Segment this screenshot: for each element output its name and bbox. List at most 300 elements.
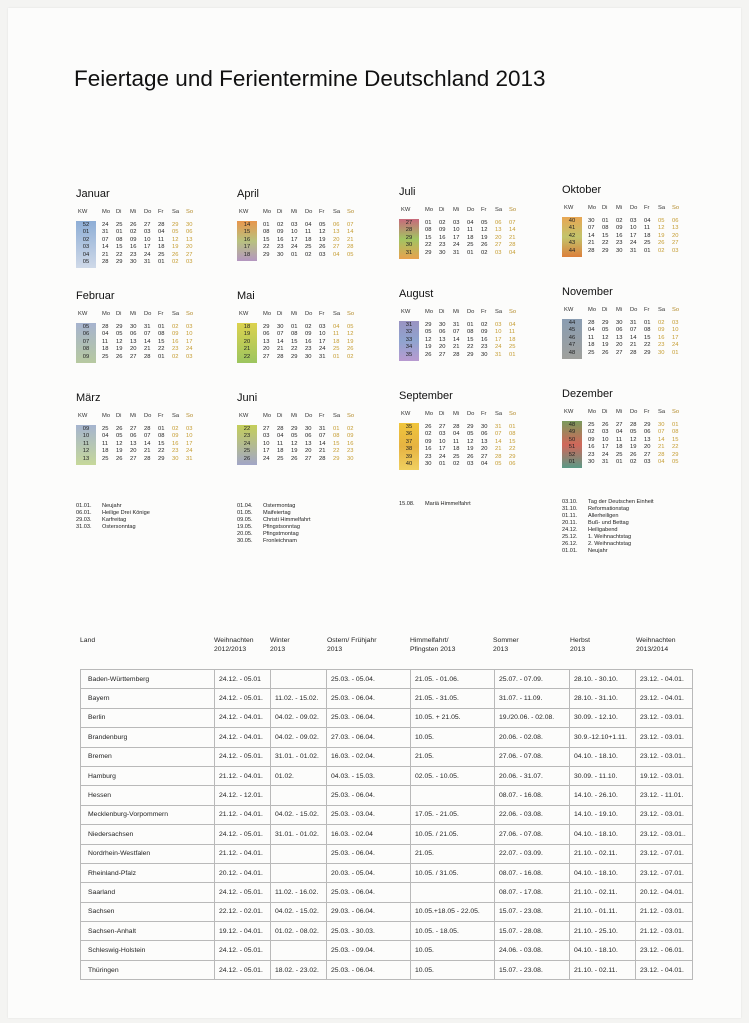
holiday-date: 01.04. <box>237 503 253 509</box>
land-cell: Bayern <box>81 689 215 708</box>
day-cell: 15 <box>158 440 165 447</box>
day-cell: 27 <box>495 242 502 249</box>
ferien-cell: 21.10. - 02.11. <box>570 883 636 902</box>
day-cell: 27 <box>130 426 137 432</box>
day-cell: 29 <box>467 351 474 358</box>
day-cell: 29 <box>644 349 651 356</box>
day-cell: 18 <box>588 342 595 349</box>
day-cell: 24 <box>439 453 446 460</box>
weekday-header <box>237 411 397 421</box>
weekday-header <box>76 207 236 217</box>
day-cell: 01 <box>333 426 340 432</box>
day-cell: 23 <box>616 240 623 247</box>
week-number-column <box>237 425 257 465</box>
holiday-date: 31.03. <box>76 524 92 530</box>
weekday-do: Do <box>305 311 313 317</box>
week-number: 15 <box>243 229 251 236</box>
weekday-so: So <box>509 309 517 315</box>
day-cell: 02 <box>616 218 623 224</box>
table-row <box>81 689 693 708</box>
day-cell: 30 <box>425 460 432 467</box>
day-cell: 01 <box>425 220 432 226</box>
weekday-sa: Sa <box>658 409 666 415</box>
day-cell: 12 <box>172 236 179 243</box>
day-cell: 01 <box>439 460 446 467</box>
day-cell: 19 <box>630 444 637 451</box>
day-cell: 01 <box>158 353 165 360</box>
day-cell: 02 <box>658 320 665 326</box>
day-cell: 28 <box>347 244 354 251</box>
week-number: 35 <box>405 351 413 358</box>
weekday-sa: Sa <box>333 209 341 215</box>
day-grid <box>263 323 361 363</box>
weekday-do: Do <box>305 413 313 419</box>
day-cell: 28 <box>144 455 151 462</box>
weekday-header <box>562 305 722 315</box>
ferien-cell: 23.12. - 03.01.. <box>636 747 693 766</box>
week-number: 40 <box>405 460 413 467</box>
holiday-name: Pfingstsonntag <box>263 524 301 530</box>
day-cell: 26 <box>172 251 179 258</box>
week-number: 04 <box>82 251 90 258</box>
day-cell: 26 <box>630 451 637 458</box>
day-cell: 05 <box>319 222 326 228</box>
day-cell: 03 <box>495 322 502 328</box>
day-cell: 10 <box>263 440 270 447</box>
day-cell: 05 <box>172 229 179 236</box>
month-januar <box>76 188 236 268</box>
weekday-mi: Mi <box>130 209 137 215</box>
day-cell: 19 <box>481 234 488 241</box>
day-cell: 12 <box>425 336 432 343</box>
day-cell: 25 <box>644 240 651 247</box>
month-april <box>237 188 397 261</box>
day-cell: 27 <box>644 451 651 458</box>
day-cell: 04 <box>305 222 312 228</box>
week-row <box>588 327 686 334</box>
holiday-name: Ostermontag <box>263 503 296 509</box>
day-cell: 06 <box>263 331 270 338</box>
day-cell: 12 <box>116 338 123 345</box>
holiday-name: Mariä Himmelfahrt <box>425 501 471 507</box>
day-cell: 04 <box>588 327 595 334</box>
day-cell: 08 <box>467 329 474 336</box>
day-cell: 25 <box>277 455 284 462</box>
day-cell: 30 <box>277 251 284 258</box>
ferien-cell: 23.12. - 06.01. <box>636 941 693 960</box>
week-row <box>588 452 686 459</box>
ferien-cell: 10.05. <box>411 941 495 960</box>
day-cell: 19 <box>602 342 609 349</box>
day-cell: 17 <box>672 334 679 341</box>
ferien-cell: 20.06. - 31.07. <box>495 766 570 785</box>
ferien-cell: 24.12. - 05.01 <box>215 670 271 689</box>
month-name: Oktober <box>562 184 602 196</box>
header-sommer: Sommer 2013 <box>493 637 519 653</box>
day-cell: 02 <box>305 324 312 330</box>
week-row <box>425 235 523 242</box>
week-row <box>102 244 200 251</box>
weekday-mi: Mi <box>130 413 137 419</box>
land-cell: Rheinland-Pfalz <box>81 863 215 882</box>
day-cell: 13 <box>130 440 137 447</box>
day-cell: 29 <box>467 424 474 430</box>
day-cell: 17 <box>453 234 460 241</box>
day-cell: 14 <box>509 227 516 234</box>
day-cell: 28 <box>495 453 502 460</box>
week-number: 02 <box>82 236 90 243</box>
ferien-cell: 19.12. - 03.01. <box>636 766 693 785</box>
ferien-cell: 04.02. - 09.02. <box>271 728 327 747</box>
day-cell: 11 <box>333 331 340 338</box>
weekday-mi: Mi <box>453 207 460 213</box>
holiday-entry <box>562 527 654 534</box>
day-cell: 31 <box>102 229 109 236</box>
week-number: 44 <box>568 247 576 254</box>
week-number: 08 <box>82 346 90 353</box>
table-row <box>81 902 693 921</box>
day-cell: 25 <box>333 346 340 353</box>
holiday-date: 06.01. <box>76 510 92 516</box>
ferien-cell: 25.03. - 06.04. <box>327 786 411 805</box>
week-row <box>102 346 200 353</box>
table-row <box>81 844 693 863</box>
day-cell: 23 <box>588 451 595 458</box>
month-name: November <box>562 286 613 298</box>
week-row <box>102 252 200 259</box>
day-cell: 18 <box>333 338 340 345</box>
month-grid <box>76 425 236 465</box>
land-cell: Sachsen-Anhalt <box>81 922 215 941</box>
day-cell: 07 <box>630 327 637 334</box>
weekday-so: So <box>186 413 194 419</box>
holiday-date: 26.12. <box>562 541 578 547</box>
weekday-di: Di <box>602 409 608 415</box>
week-number: 09 <box>82 353 90 360</box>
week-row <box>102 433 200 440</box>
weekday-sa: Sa <box>658 205 666 211</box>
weekday-mi: Mi <box>616 205 623 211</box>
ferien-cell: 27.03. - 06.04. <box>327 728 411 747</box>
day-cell: 27 <box>439 424 446 430</box>
week-number: 05 <box>82 324 90 330</box>
day-cell: 12 <box>116 440 123 447</box>
month-grid <box>76 221 236 268</box>
week-row <box>263 354 361 361</box>
week-row <box>102 448 200 455</box>
holiday-date: 15.08. <box>399 501 415 507</box>
holiday-entry <box>562 548 654 555</box>
ferien-cell: 04.10. - 18.10. <box>570 941 636 960</box>
ferien-cell: 24.12. - 05.01. <box>215 960 271 979</box>
weekday-so: So <box>186 209 194 215</box>
kw-label: KW <box>78 209 88 215</box>
day-cell: 09 <box>481 329 488 336</box>
day-cell: 13 <box>495 227 502 234</box>
day-cell: 18 <box>453 446 460 453</box>
day-cell: 31 <box>602 458 609 465</box>
day-cell: 24 <box>186 448 193 455</box>
week-number: 35 <box>405 424 413 430</box>
day-cell: 02 <box>453 460 460 467</box>
month-name: Januar <box>76 188 110 200</box>
header-weihnachten-2013: Weihnachten 2013/2014 <box>636 637 676 653</box>
ferien-cell: 15.07. - 23.08. <box>495 902 570 921</box>
day-cell: 23 <box>425 453 432 460</box>
week-number-column <box>562 421 582 468</box>
ferien-cell: 21.10. - 02.11. <box>570 960 636 979</box>
week-row <box>102 222 200 229</box>
day-cell: 19 <box>658 232 665 239</box>
day-cell: 04 <box>333 324 340 330</box>
ferien-cell: 08.07. - 16.08. <box>495 786 570 805</box>
holiday-name: Karfreitag <box>102 517 127 523</box>
ferien-cell: 21.12. - 04.01. <box>215 805 271 824</box>
day-cell: 27 <box>616 349 623 356</box>
day-cell: 26 <box>291 455 298 462</box>
holiday-name: Buß- und Bettag <box>588 520 629 526</box>
day-cell: 10 <box>319 331 326 338</box>
day-cell: 29 <box>158 455 165 462</box>
day-cell: 02 <box>130 229 137 236</box>
ferien-cell: 23.12. - 03.01.. <box>636 825 693 844</box>
day-cell: 19 <box>172 244 179 251</box>
weekday-di: Di <box>116 413 122 419</box>
day-cell: 01 <box>467 322 474 328</box>
holiday-entry <box>237 503 311 510</box>
day-cell: 30 <box>130 258 137 265</box>
month-name: September <box>399 390 453 402</box>
day-grid <box>102 221 200 268</box>
day-cell: 24 <box>602 451 609 458</box>
day-cell: 27 <box>144 222 151 228</box>
day-cell: 22 <box>263 244 270 251</box>
week-row <box>588 225 686 232</box>
day-cell: 24 <box>263 455 270 462</box>
day-cell: 08 <box>263 229 270 236</box>
day-cell: 27 <box>439 351 446 358</box>
week-number: 11 <box>82 440 90 447</box>
week-row <box>588 422 686 429</box>
day-cell: 28 <box>102 324 109 330</box>
week-row <box>425 454 523 461</box>
month-grid <box>562 421 722 468</box>
week-row <box>425 424 523 431</box>
ferien-cell: 21.05. <box>411 747 495 766</box>
day-cell: 03 <box>186 426 193 432</box>
ferien-cell: 29.03. - 06.04. <box>327 902 411 921</box>
day-cell: 30 <box>172 455 179 462</box>
holiday-date: 20.05. <box>237 531 253 537</box>
ferien-cell: 17.05. - 21.05. <box>411 805 495 824</box>
month-name: Juli <box>399 186 416 198</box>
weekday-di: Di <box>277 209 283 215</box>
week-number: 18 <box>243 251 251 258</box>
weekday-mo: Mo <box>588 307 597 313</box>
week-row <box>425 344 523 351</box>
day-cell: 13 <box>672 225 679 232</box>
day-cell: 21 <box>658 444 665 451</box>
day-cell: 11 <box>305 229 312 236</box>
month-juli <box>399 186 559 259</box>
week-row <box>425 461 523 468</box>
day-cell: 03 <box>495 249 502 256</box>
day-cell: 25 <box>102 353 109 360</box>
day-cell: 01 <box>291 324 298 330</box>
ferien-cell: 25.03. - 06.04. <box>327 844 411 863</box>
day-cell: 25 <box>588 422 595 428</box>
day-cell: 21 <box>630 342 637 349</box>
month-name: Mai <box>237 290 255 302</box>
day-cell: 03 <box>439 431 446 438</box>
month-august <box>399 288 559 361</box>
day-cell: 20 <box>263 346 270 353</box>
day-cell: 14 <box>630 334 637 341</box>
week-number: 01 <box>568 458 576 465</box>
week-number: 31 <box>405 249 413 256</box>
day-grid <box>102 425 200 465</box>
weekday-header <box>76 411 236 421</box>
day-cell: 12 <box>658 225 665 232</box>
week-number: 37 <box>405 438 413 445</box>
day-cell: 03 <box>263 433 270 440</box>
day-cell: 04 <box>102 331 109 338</box>
week-row <box>588 248 686 255</box>
day-cell: 05 <box>658 218 665 224</box>
week-number: 47 <box>568 342 576 349</box>
day-cell: 13 <box>263 338 270 345</box>
day-cell: 22 <box>644 342 651 349</box>
weekday-so: So <box>509 411 517 417</box>
day-cell: 23 <box>347 448 354 455</box>
week-row <box>263 252 361 259</box>
day-cell: 16 <box>172 440 179 447</box>
day-cell: 11 <box>588 334 595 341</box>
ferien-cell: 23.12. - 03.01. <box>636 728 693 747</box>
day-cell: 07 <box>495 431 502 438</box>
holidays-col-3 <box>399 501 471 508</box>
week-number: 44 <box>568 320 576 326</box>
day-cell: 10 <box>186 331 193 338</box>
weekday-fr: Fr <box>319 311 325 317</box>
ferien-cell: 10.05. <box>411 728 495 747</box>
day-cell: 31 <box>144 258 151 265</box>
holiday-entry <box>237 524 311 531</box>
holiday-name: Tag der Deutschen Einheit <box>588 499 654 505</box>
ferien-cell: 25.07. - 07.09. <box>495 670 570 689</box>
weekday-di: Di <box>439 207 445 213</box>
day-cell: 30 <box>481 424 488 430</box>
day-cell: 10 <box>439 438 446 445</box>
day-cell: 31 <box>495 424 502 430</box>
weekday-di: Di <box>602 307 608 313</box>
day-cell: 26 <box>658 240 665 247</box>
weekday-di: Di <box>439 309 445 315</box>
table-row <box>81 883 693 902</box>
ferien-cell: 15.07. - 23.08. <box>495 960 570 979</box>
weekday-so: So <box>672 307 680 313</box>
land-cell: Nordrhein-Westfalen <box>81 844 215 863</box>
ferien-cell: 20.12. - 04.01. <box>215 863 271 882</box>
holiday-entry <box>76 510 150 517</box>
day-cell: 26 <box>347 346 354 353</box>
holiday-name: 1. Weihnachtstag <box>588 534 632 540</box>
day-cell: 12 <box>467 438 474 445</box>
land-cell: Hessen <box>81 786 215 805</box>
table-row <box>81 708 693 727</box>
week-number: 48 <box>568 422 576 428</box>
day-cell: 17 <box>602 444 609 451</box>
day-cell: 18 <box>277 448 284 455</box>
ferien-cell: 24.12. - 05.01. <box>215 689 271 708</box>
month-maerz <box>76 392 236 465</box>
week-number: 43 <box>568 240 576 247</box>
holiday-entry <box>237 531 311 538</box>
day-cell: 14 <box>277 338 284 345</box>
week-number: 05 <box>82 258 90 265</box>
ferien-cell: 04.03. - 15.03. <box>327 766 411 785</box>
month-september <box>399 390 559 470</box>
day-cell: 28 <box>588 320 595 326</box>
weekday-do: Do <box>467 411 475 417</box>
weekday-fr: Fr <box>481 411 487 417</box>
day-cell: 05 <box>347 324 354 330</box>
ferien-cell: 24.12. - 05.01. <box>215 883 271 902</box>
day-cell: 19 <box>425 344 432 351</box>
week-row <box>425 250 523 257</box>
weekday-mo: Mo <box>425 207 434 213</box>
day-cell: 29 <box>602 320 609 326</box>
week-number: 48 <box>568 349 576 356</box>
week-number: 30 <box>405 242 413 249</box>
ferien-cell: 10.05. <box>411 960 495 979</box>
day-cell: 04 <box>102 433 109 440</box>
day-cell: 07 <box>347 222 354 228</box>
week-number: 42 <box>568 232 576 239</box>
week-row <box>588 342 686 349</box>
weekday-fr: Fr <box>644 409 650 415</box>
holiday-name: Heiligabend <box>588 527 618 533</box>
table-row <box>81 728 693 747</box>
week-row <box>263 244 361 251</box>
week-row <box>102 456 200 463</box>
month-grid <box>237 425 397 465</box>
day-cell: 30 <box>277 324 284 330</box>
ferien-cell: 11.02. - 16.02. <box>271 883 327 902</box>
day-cell: 17 <box>186 338 193 345</box>
week-number-column <box>237 221 257 261</box>
day-cell: 21 <box>347 236 354 243</box>
holiday-date: 19.05. <box>237 524 253 530</box>
month-grid <box>562 217 722 257</box>
holiday-name: Reformationstag <box>588 506 630 512</box>
kw-label: KW <box>401 309 411 315</box>
ferien-cell: 04.02. - 15.02. <box>271 805 327 824</box>
day-cell: 29 <box>263 251 270 258</box>
day-cell: 31 <box>630 247 637 254</box>
day-cell: 28 <box>158 222 165 228</box>
day-cell: 03 <box>319 324 326 330</box>
weekday-fr: Fr <box>158 209 164 215</box>
holiday-date: 01.01. <box>76 503 92 509</box>
day-cell: 25 <box>305 244 312 251</box>
day-cell: 01 <box>509 351 516 358</box>
weekday-sa: Sa <box>172 209 180 215</box>
day-cell: 01 <box>291 251 298 258</box>
day-cell: 07 <box>277 331 284 338</box>
day-cell: 20 <box>616 342 623 349</box>
day-cell: 29 <box>672 451 679 458</box>
